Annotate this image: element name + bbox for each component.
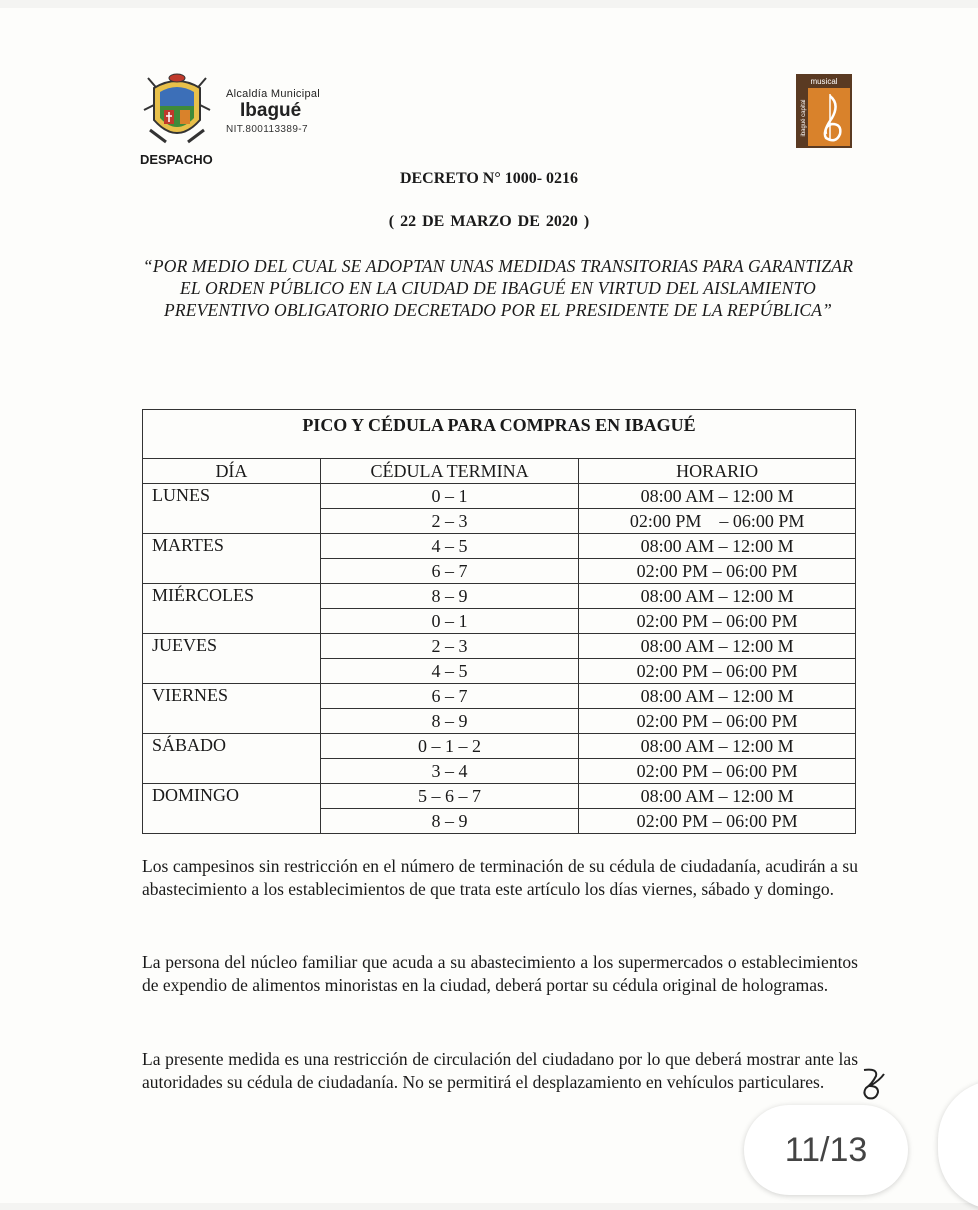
day-cell: SÁBADO: [143, 734, 321, 784]
logo-side-text: ibagué capital: [801, 99, 807, 137]
table-title: PICO Y CÉDULA PARA COMPRAS EN IBAGUÉ: [143, 410, 856, 459]
despacho-label: DESPACHO: [140, 152, 213, 167]
table-header-row: [143, 459, 856, 484]
horario-cell: 02:00 PM – 06:00 PM: [579, 559, 856, 584]
alcaldia-block: [226, 88, 320, 135]
day-cell: MARTES: [143, 534, 321, 584]
page-indicator: 11/13: [744, 1105, 908, 1195]
paragraph-campesinos: Los campesinos sin restricción en el número de terminación de su cédula de ciudadanía, acudirán a su abastecimiento a los establecimientos de que trata este artículo los días viernes, sábado y domingo.: [142, 856, 858, 899]
cedula-cell: 8 – 9: [320, 584, 578, 609]
cedula-cell: 6 – 7: [320, 559, 578, 584]
horario-cell: 08:00 AM – 12:00 M: [579, 634, 856, 659]
cedula-cell: 3 – 4: [320, 759, 578, 784]
day-cell: LUNES: [143, 484, 321, 534]
table-row: [143, 684, 856, 709]
decree-date: ( 22 DE MARZO DE 2020 ): [388, 213, 590, 230]
city-name: Ibagué: [240, 100, 302, 121]
horario-cell: 08:00 AM – 12:00 M: [579, 734, 856, 759]
decree-number: DECRETO N° 1000- 0216: [399, 170, 579, 187]
horario-cell: 08:00 AM – 12:00 M: [579, 484, 856, 509]
table-title-row: [143, 410, 856, 459]
nit-number: NIT.800113389-7: [226, 124, 308, 135]
day-cell: DOMINGO: [143, 784, 321, 834]
alcaldia-label: Alcaldía Municipal: [226, 88, 321, 100]
musical-capital-logo-icon: [796, 74, 852, 148]
cedula-cell: 5 – 6 – 7: [320, 784, 578, 809]
header-cedula: CÉDULA TERMINA: [320, 459, 578, 484]
cedula-cell: 6 – 7: [320, 684, 578, 709]
table-row: [143, 734, 856, 759]
horario-cell: 08:00 AM – 12:00 M: [579, 684, 856, 709]
ibague-coat-of-arms-icon: [140, 70, 214, 152]
horario-cell: 02:00 PM – 06:00 PM: [579, 709, 856, 734]
logo-musical-text: musical: [810, 77, 838, 86]
cedula-cell: 2 – 3: [320, 634, 578, 659]
cedula-cell: 0 – 1: [320, 484, 578, 509]
document-page: [0, 8, 978, 1203]
paragraph-restriccion: La presente medida es una restricción de circulación del ciudadano por lo que deberá mostrar ante las autoridades su cédula de ciudadanía. No se permitirá el desplazamiento en vehículos particulares.: [142, 1049, 858, 1092]
cedula-cell: 8 – 9: [320, 709, 578, 734]
decree-title: “POR MEDIO DEL CUAL SE ADOPTAN UNAS MEDIDAS TRANSITORIAS PARA GARANTIZAR EL ORDEN PÚBLICO EN LA CIUDAD DE IBAGUÉ EN VIRTUD DEL AISLAMIENTO PREVENTIVO OBLIGATORIO DECRETADO POR EL PRESIDENTE DE LA REPÚBLICA”: [142, 256, 854, 320]
handwritten-initial-icon: [858, 1066, 888, 1102]
table-row: [143, 484, 856, 509]
horario-cell: 08:00 AM – 12:00 M: [579, 534, 856, 559]
schedule-table: [142, 409, 856, 834]
header-horario: HORARIO: [579, 459, 856, 484]
horario-cell: 02:00 PM – 06:00 PM: [579, 759, 856, 784]
cedula-cell: 0 – 1 – 2: [320, 734, 578, 759]
paragraph-nucleo-familiar: La persona del núcleo familiar que acuda a su abastecimiento a los supermercados o establecimientos de expendio de alimentos minoristas en la ciudad, deberá portar su cédula original de hologramas.: [142, 952, 858, 995]
header-dia: DÍA: [143, 459, 321, 484]
day-cell: MIÉRCOLES: [143, 584, 321, 634]
table-row: [143, 534, 856, 559]
cedula-cell: 4 – 5: [320, 534, 578, 559]
cedula-cell: 4 – 5: [320, 659, 578, 684]
cedula-cell: 0 – 1: [320, 609, 578, 634]
horario-cell: 08:00 AM – 12:00 M: [579, 784, 856, 809]
horario-cell: 02:00 PM – 06:00 PM: [579, 509, 856, 534]
cedula-cell: 2 – 3: [320, 509, 578, 534]
horario-cell: 02:00 PM – 06:00 PM: [579, 609, 856, 634]
horario-cell: 02:00 PM – 06:00 PM: [579, 809, 856, 834]
cedula-cell: 8 – 9: [320, 809, 578, 834]
horario-cell: 02:00 PM – 06:00 PM: [579, 659, 856, 684]
table-row: [143, 584, 856, 609]
day-cell: VIERNES: [143, 684, 321, 734]
table-row: [143, 784, 856, 809]
day-cell: JUEVES: [143, 634, 321, 684]
horario-cell: 08:00 AM – 12:00 M: [579, 584, 856, 609]
table-row: [143, 634, 856, 659]
